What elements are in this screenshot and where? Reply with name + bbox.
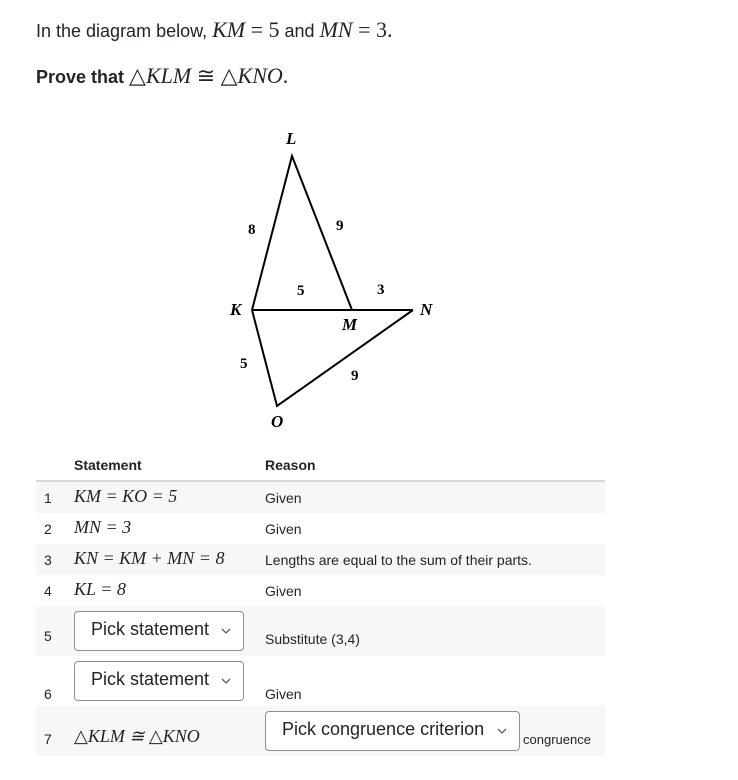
row-reason: Lengths are equal to the sum of their parts. xyxy=(265,552,532,568)
proof-header xyxy=(36,450,605,482)
row-reason: Given xyxy=(265,583,302,599)
row-reason: Given xyxy=(265,686,302,702)
diagram-lines xyxy=(252,156,413,406)
intro-mn: MN xyxy=(319,17,353,42)
proof-row-5 xyxy=(36,606,605,656)
header-statement: Statement xyxy=(74,457,142,473)
prove-statement xyxy=(36,62,288,91)
row-statement: KN = KM + MN = 8 xyxy=(74,548,225,568)
row-reason: Given xyxy=(265,521,302,537)
proof-row-2 xyxy=(36,513,605,544)
problem-intro xyxy=(36,16,393,45)
intro-km-value: = 5 xyxy=(245,17,280,42)
length-label-ko: 5 xyxy=(240,356,248,372)
row-statement: KM = KO = 5 xyxy=(74,486,178,506)
vertex-label-m: M xyxy=(342,315,358,334)
select-label: Pick statement xyxy=(91,619,210,639)
prove-congruent-symbol: ≅ xyxy=(191,63,221,88)
row-statement: △KLM ≅ △KNO xyxy=(74,726,200,746)
intro-mn-value: = 3 xyxy=(352,17,387,42)
length-label-km: 5 xyxy=(297,283,305,299)
row-number: 4 xyxy=(44,583,52,599)
chevron-down-icon xyxy=(221,676,231,686)
row-number: 5 xyxy=(44,628,52,644)
prove-period: . xyxy=(282,63,289,88)
proof-row-7 xyxy=(36,706,605,756)
row-number: 3 xyxy=(44,552,52,568)
prove-triangle-kno: △KNO xyxy=(220,63,283,88)
proof-row-6 xyxy=(36,656,605,706)
length-label-mn: 3 xyxy=(377,282,385,298)
intro-km: KM xyxy=(212,17,246,42)
congruence-suffix: congruence xyxy=(523,732,591,747)
proof-table xyxy=(36,450,605,756)
row-reason: Given xyxy=(265,490,302,506)
prove-triangle-klm: △KLM xyxy=(129,63,192,88)
prove-text: Prove that xyxy=(36,67,130,87)
length-label-kl: 8 xyxy=(248,222,256,238)
row-number: 2 xyxy=(44,521,52,537)
row-statement: MN = 3 xyxy=(74,517,132,537)
chevron-down-icon xyxy=(497,726,507,736)
vertex-label-l: L xyxy=(286,129,297,148)
intro-text: In the diagram below, xyxy=(36,21,213,41)
proof-row-4 xyxy=(36,575,605,606)
vertex-label-n: N xyxy=(420,300,433,319)
header-reason: Reason xyxy=(265,457,316,473)
intro-period: . xyxy=(387,17,393,42)
intro-and: and xyxy=(279,21,320,41)
vertex-label-o: O xyxy=(271,412,284,431)
chevron-down-icon xyxy=(221,626,231,636)
length-label-on: 9 xyxy=(351,368,359,384)
row-reason: Substitute (3,4) xyxy=(265,631,360,647)
triangle-kno-sides xyxy=(252,310,413,406)
row-number: 7 xyxy=(44,731,52,747)
statement-select-row-6[interactable] xyxy=(74,661,244,701)
row-number: 6 xyxy=(44,686,52,702)
row-number: 1 xyxy=(44,490,52,506)
congruence-criterion-select[interactable] xyxy=(265,711,520,751)
triangle-diagram xyxy=(220,120,450,440)
select-label: Pick congruence criterion xyxy=(282,719,485,739)
row-statement: KL = 8 xyxy=(74,579,126,599)
proof-row-1 xyxy=(36,482,605,513)
select-label: Pick statement xyxy=(91,669,210,689)
vertex-label-k: K xyxy=(230,300,242,319)
statement-select-row-5[interactable] xyxy=(74,611,244,651)
proof-row-3 xyxy=(36,544,605,575)
length-label-lm: 9 xyxy=(336,218,344,234)
